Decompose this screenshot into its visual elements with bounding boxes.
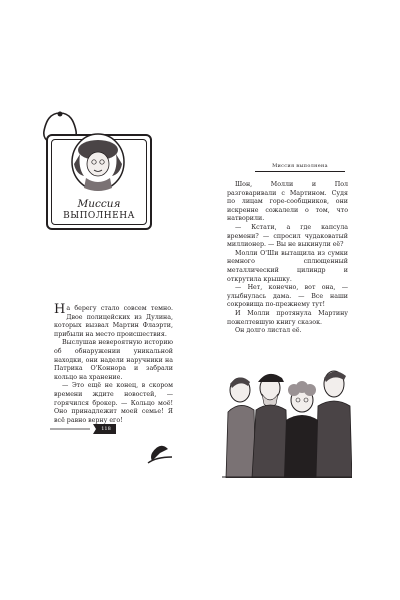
running-head-rule [255,171,345,172]
dropcap: Н [54,302,66,317]
woman-portrait-illustration [56,128,140,198]
left-page-text [54,302,173,425]
paragraph: Выслушав невероятную историю об обнаружении уникальной находки, они надели наручники на Патрика О'Коннора и забрали кольцо на хранение. [54,339,173,381]
paragraph: — Кстати, а где капсула времени? — спросил чудаковатый миллионер. — Вы не выкинули её? [227,223,348,249]
paragraph: — Это ещё не конец, в скором времени ждите новостей, — горячился брокер. — Кольцо моё! Оно принадлежит моей семье! Я всё равно верну его! [54,382,173,424]
chapter-title [46,198,152,222]
paragraph: Он долго листал её. [235,327,302,335]
paragraph: И Молли протянула Мартину пожелтевшую книгу сказок. [227,309,348,326]
right-page-text [227,181,348,336]
hat-illustration [146,439,174,467]
paragraph: Шон, Молли и Пол разговаривали с Мартином. Судя по лицам горе-сообщников, они искренне сожалели о том, что натворили. [227,181,348,223]
chapter-title-line1: Миссия [77,198,121,210]
chapter-title-line2: ВЫПОЛНЕНА [63,211,135,221]
running-head: Миссия выполнена [272,163,328,169]
paragraph: Молли О'Ши вытащила из сумки немного сплющенный металлический цилиндр и открутила крышку. [227,249,348,283]
page-number: 118 [101,426,111,432]
paragraph: — Нет, конечно, вот она, — улыбнулась дама. — Все наши сокровища по-прежнему тут! [227,284,348,309]
four-people-illustration [222,360,352,478]
paragraph: На берегу стало совсем темно. Двое полицейских из Дулина, которых вызвал Мартин Флаэрти, прибыли на место происшествия. [54,302,173,338]
